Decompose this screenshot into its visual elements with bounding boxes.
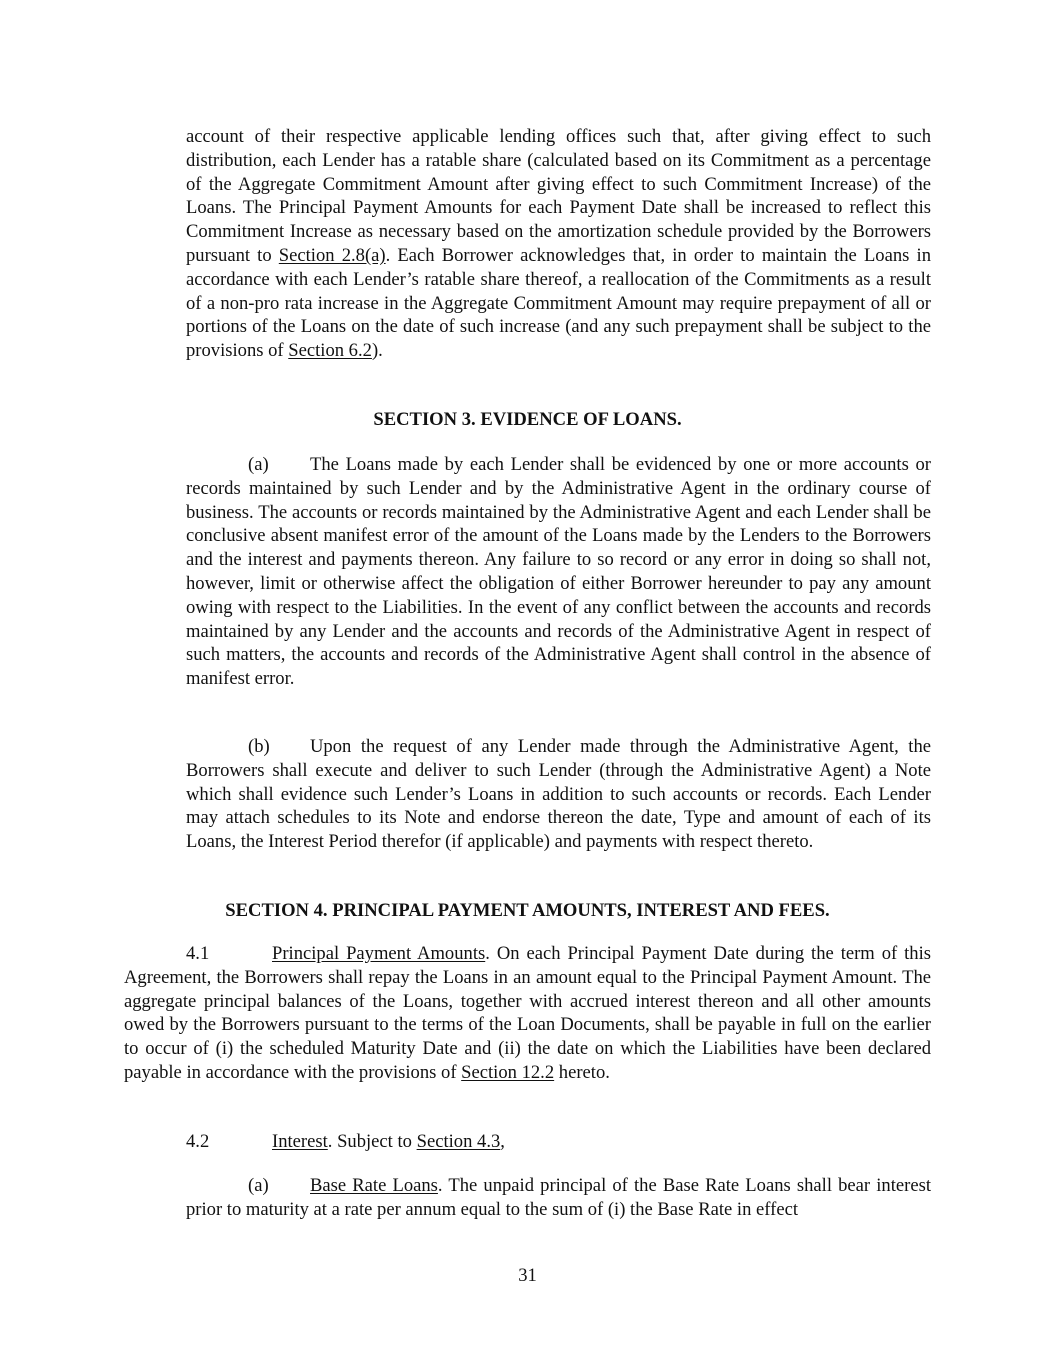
section-4-2a-title: Base Rate Loans bbox=[310, 1175, 438, 1196]
section-3b-paragraph bbox=[186, 735, 931, 854]
section-12-2-reference[interactable]: Section 12.2 bbox=[461, 1061, 555, 1083]
section-4-2-title: Interest bbox=[272, 1131, 328, 1152]
intro-text-3: ). bbox=[371, 340, 383, 362]
section-4-2a-text: . The unpaid principal of the Base Rate Loans shall bear interest prior to maturity at a rate per annum equal to the sum of (i) the Base Rate in effect bbox=[186, 1175, 931, 1220]
section-6-2-reference[interactable]: Section 6.2 bbox=[288, 340, 372, 362]
section-4-2-text-end: , bbox=[500, 1131, 505, 1152]
section-4-1-text: . On each Principal Payment Date during the term of this Agreement, the Borrowers shall repay the Loans in an amount equal to the Principal Payment Amount. The aggregate principal balances of the Loans, together with accrued interest thereon and all other amounts owed by the Borrowers pursuant to the terms of the Loan Documents, shall be payable in full on the earlier to occur of (i) the scheduled Maturity Date and (ii) the date on which the Liabilities have been declared payable in accordance with the provisions of bbox=[124, 943, 931, 1083]
section-4-1-text-end: hereto. bbox=[554, 1061, 610, 1083]
section-4-2-paragraph bbox=[124, 1130, 931, 1154]
section-3-heading: SECTION 3. EVIDENCE OF LOANS. bbox=[373, 409, 682, 430]
section-4-3-reference[interactable]: Section 4.3 bbox=[416, 1131, 501, 1152]
section-4-2-number: 4.2 bbox=[186, 1131, 210, 1152]
section-3b-label: (b) bbox=[248, 736, 270, 757]
section-3a-text: The Loans made by each Lender shall be evidenced by one or more accounts or records maintained by such Lender and by the Administrative Agent in the ordinary course of business. The accounts or records maintained by the Administrative Agent and each Lender shall be conclusive absent manifest error of the amount of the Loans made by the Lenders to the Borrowers and the interest and payments thereon. Any failure to so record or any error in doing so shall not, however, limit or otherwise affect the obligation of either Borrower hereunder to pay any amount owing with respect to the Liabilities. In the event of any conflict between the accounts and records maintained by any Lender and the accounts and records of the Administrative Agent in respect of such matters, the accounts and records of the Administrative Agent shall control in the absence of manifest error. bbox=[186, 454, 931, 690]
section-3b-text: Upon the request of any Lender made through the Administrative Agent, the Borrowers shall execute and deliver to such Lender (through the Administrative Agent) a Note which shall evidence such Lender’s Loans in addition to such accounts or records. Each Lender may attach schedules to its Note and endorse thereon the date, Type and amount of each of its Loans, the Interest Period therefor (if applicable) and payments with respect thereto. bbox=[186, 736, 931, 853]
intro-text-1: account of their respective applicable lending offices such that, after giving effect to such distribution, each Lender has a ratable share (calculated based on its Commitment as a percentage of the Aggregate Commitment Amount after giving effect to such Commitment Increase) of the Loans. The Principal Payment Amounts for each Payment Date shall be increased to reflect this Commitment Increase as necessary based on the amortization schedule provided by the Borrowers pursuant to bbox=[186, 126, 931, 266]
section-4-2a-paragraph bbox=[186, 1174, 931, 1222]
section-3a-paragraph bbox=[186, 453, 931, 691]
intro-text-2: . Each Borrower acknowledges that, in order to maintain the Loans in accordance with each Lender’s ratable share thereof, a reallocation of the Commitments as a result of a non-pro rata increase in the Aggregate Commitment Amount may require prepayment of all or portions of the Loans on the date of such increase (and any such prepayment shall be subject to the provisions of bbox=[186, 244, 931, 362]
section-4-1-title: Principal Payment Amounts bbox=[272, 943, 486, 964]
section-4-1-paragraph bbox=[124, 942, 931, 1085]
section-4-2-text: . Subject to bbox=[327, 1131, 417, 1152]
section-4-2a-label: (a) bbox=[248, 1175, 269, 1196]
section-4-1-number: 4.1 bbox=[186, 943, 210, 964]
page-number: 31 bbox=[518, 1265, 537, 1286]
section-2-8a-reference[interactable]: Section 2.8(a) bbox=[278, 244, 386, 266]
section-3a-label: (a) bbox=[248, 454, 269, 475]
intro-paragraph bbox=[186, 125, 931, 363]
section-4-heading: SECTION 4. PRINCIPAL PAYMENT AMOUNTS, INTEREST AND FEES. bbox=[225, 900, 830, 921]
